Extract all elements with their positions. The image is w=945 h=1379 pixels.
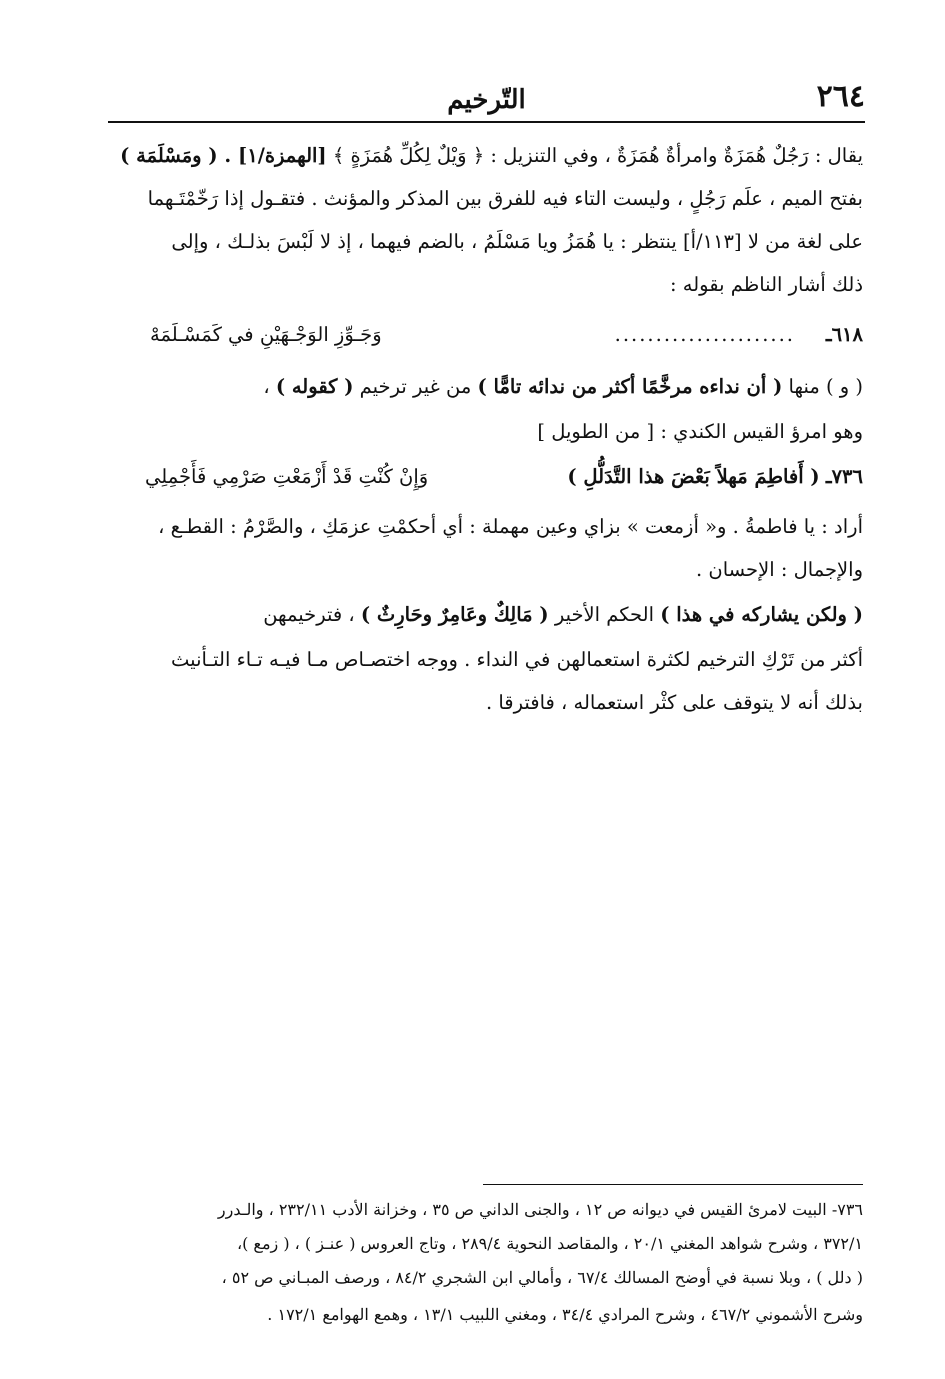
verse-first-hemistich — [567, 460, 863, 494]
body-text: الحكم الأخير — [548, 603, 661, 626]
matn-text: ( ولكن يشاركه في هذا ) — [660, 603, 863, 626]
verse-hemistich: وَجَـوِّزِ الوَجْـهَيْنِ في كَمَسْـلَمَهْ — [150, 323, 382, 346]
body-line-10: أكثر من تَرْكِ الترخيم لكثرة استعمالهن في النداء . ووجه اختصـاص مـا فيـه تـاء التـأنيث — [171, 648, 863, 671]
body-line-11: بذلك أنه لا يتوقف على كثْر استعماله ، فافترقا . — [485, 691, 863, 714]
body-line-1 — [107, 139, 863, 173]
body-text: من غير ترخيم — [353, 375, 478, 398]
body-text: يقال : رَجُلٌ هُمَزَةٌ وامرأةٌ هُمَزَةٌ ، وفي التنزيل : ﴿ وَيْلٌ لِكُلِّ هُمَزَةٍ ﴾ — [332, 144, 863, 167]
verse-second-hemistich: وَإِنْ كُنْتِ قَدْ أَزْمَعْتِ صَرْمِي فَأَجْمِلِي — [145, 465, 429, 488]
body-line-6: وهو امرؤ القيس الكندي : [ من الطويل ] — [537, 420, 863, 443]
running-title: التّرخيم — [447, 85, 526, 115]
header-rule — [108, 121, 865, 123]
body-line-2: بفتح الميم ، علَم رَجُلٍ ، وليست التاء فيه للفرق بين المذكر والمؤنث . فتقـول إذا رَخّمْتَـهما — [147, 187, 863, 210]
page-number: ٢٦٤ — [816, 79, 865, 114]
footnote-line-3: ( دلل ) ، وبلا نسبة في أوضح المسالك ٦٧/٤ ، وأمالي ابن الشجري ٨٤/٢ ، ورصف المبـاني ص ٥٢ ، — [221, 1268, 863, 1287]
footnote-line-4: وشرح الأشموني ٤٦٧/٢ ، وشرح المرادي ٣٤/٤ ، ومغني اللبيب ١٣/١ ، وهمع الهوامع ١٧٢/١ . — [267, 1305, 863, 1324]
quran-citation: [الهمزة/١] . ( ومَسْلَمَة ) — [120, 144, 327, 167]
matn-text: ( كقوله ) — [275, 375, 354, 398]
body-line-8: والإجمال : الإحسان . — [695, 558, 863, 581]
body-line-3: على لغة من لا [١١٣/أ] ينتظر : يا هُمَزُ ويا مَسْلَمُ ، بالضم فيهما ، إذ لا لَبْسَ بذلـك ، وإلى — [171, 230, 863, 253]
body-line-7: أراد : يا فاطمةُ . و« أزمعت » بزاي وعين مهملة : أي أحكمْتِ عزمَكِ ، والصَّرْمُ : القطـع ، — [158, 515, 863, 538]
body-text: ( و ) منها — [782, 375, 863, 398]
verse-number: ٧٣٦ـ — [825, 465, 863, 488]
matn-text: ( أن نداءه مرخَّمًا أكثر من ندائه تامًّا ) — [477, 375, 783, 398]
body-line-4: ذلك أشار الناظم بقوله : — [670, 273, 863, 296]
body-text: ، فترخيمهن — [263, 603, 361, 626]
verse-text: ( أَفاطِمَ مَهلاً بَعْضَ هذا التَّدَلُّلِ ) — [567, 465, 820, 488]
body-line-5 — [107, 370, 863, 404]
body-text: ، — [263, 375, 276, 398]
footnote-line-2: ٣٧٢/١ ، وشرح شواهد المغني ٢٠/١ ، والمقاصد النحوية ٢٨٩/٤ ، وتاج العروس ( عنـز ) ، ( زمع )، — [236, 1234, 863, 1253]
matn-text: ( مَالِكٌ وعَامِرٌ وحَارِثٌ ) — [360, 603, 549, 626]
verse-dots: ...................... — [614, 323, 795, 346]
page-header — [108, 80, 865, 120]
footnote-line-1: ٧٣٦- البيت لامرئ القيس في ديوانه ص ١٢ ، والجنى الداني ص ٣٥ ، وخزانة الأدب ٢٣٢/١١ ، والـدرر — [217, 1200, 863, 1219]
footnote-rule — [483, 1184, 863, 1185]
body-line-9 — [107, 598, 863, 632]
verse-number: ٦١٨ـ — [825, 323, 863, 346]
